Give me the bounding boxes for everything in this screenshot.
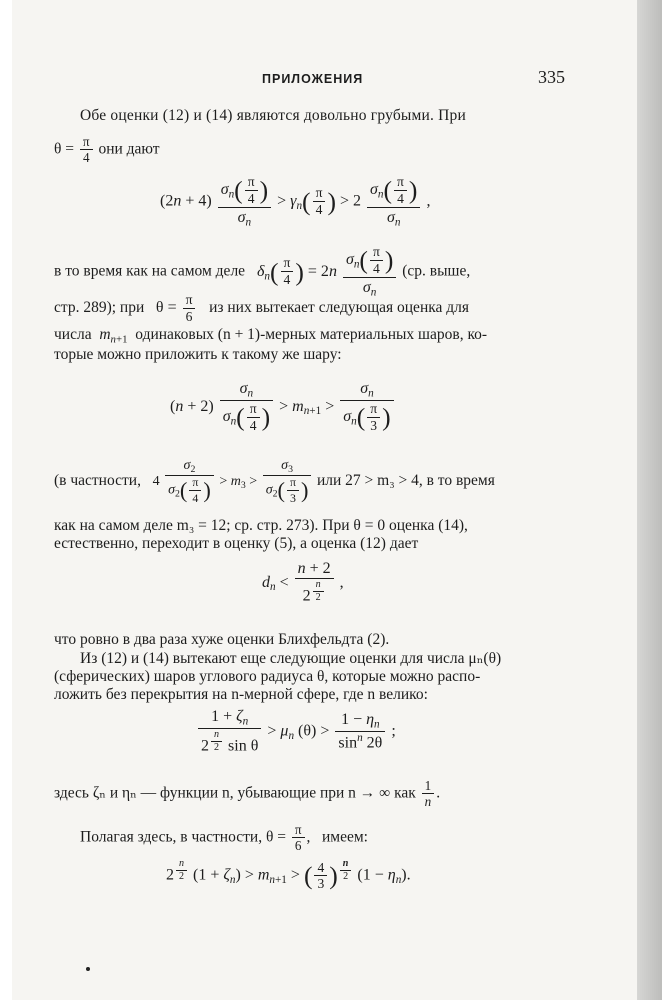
page-number: 335 [538, 67, 565, 87]
equation-2: (n + 2) $\sigma_n$ $\sigma_n$( $\frac{\pi}{4}$ ) > $m_{n+1}$ > $\sigma_n$ $\sigma_n$( $\frac{\pi}{3}$ ) [170, 380, 396, 434]
paragraph-line: как на самом деле m₃ = 12; ср. стр. 273). При θ = 0 оценка (14), [54, 517, 468, 534]
equation-1: (2n + 4) $\sigma_n$( $\frac{\pi}{4}$ ) $\sigma_n$ > $\gamma_n$( $\frac{\pi}{4}$ ) > 2 $\sigma_n$( $\frac{\pi}{4}$ ) $\sigma_n$ , [160, 174, 431, 229]
paragraph-line: здесь ζₙ и ηₙ — функции n, убывающие при n → ∞ как $\frac{1}{n}$ . [54, 778, 441, 810]
paragraph-line: в то время как на самом деле $\delta_n$( $\frac{\pi}{4}$ ) = 2n $\sigma_n$( $\frac{\pi}{4}$ ) $\sigma_n$ (ср. выше, [54, 244, 471, 299]
paragraph-line: торые можно приложить к такому же шару: [54, 346, 342, 363]
equation-5: 2 $^{\frac{n}{2}}$ $(1 + \zeta_n) > m_{n+1}$ > ( $\frac{4}{3}$ ) $^{\frac{n}{2}}$ $(1 - \eta_n)$. [166, 858, 411, 892]
paragraph-line: Из (12) и (14) вытекают еще следующие оценки для числа μₙ(θ) [80, 650, 502, 667]
paragraph-line: числа $m_{n+1}$ одинаковых (n + 1)-мерных материальных шаров, ко- [54, 326, 488, 346]
equation-3: $d_n$ < n + 2 2 $^{\frac{n}{2}}$ , [262, 560, 344, 606]
paragraph-line: θ = $\frac{\pi}{4}$ они дают [54, 134, 160, 166]
paragraph-line: (в частности, 4 $\sigma_2$ $\sigma_2$( $\frac{\pi}{4}$ ) > $m_3$ > $\sigma_3$ $\sigma_2$( $\frac{\pi}{3}$ ) или 27 > m₃ > 4, в то время [54, 458, 495, 505]
equation-4: $1 + \zeta_n$ 2 $^{\frac{n}{2}}$ sin θ > $\mu_n$ (θ) > $\frac{1 - \eta_n}{\sin^n 2\theta}$ ; [196, 708, 396, 756]
page-header-title: ПРИЛОЖЕНИЯ [262, 72, 364, 86]
book-spine [637, 0, 662, 1000]
paragraph-line: что ровно в два раза хуже оценки Блихфельдта (2). [54, 631, 390, 648]
paragraph-line: естественно, переходит в оценку (5), а оценка (12) дает [54, 535, 419, 552]
paragraph-line: Полагая здесь, в частности, θ = $\frac{\pi}{6}$ , имеем: [80, 822, 368, 854]
printing-speck [86, 967, 90, 971]
paragraph-line: Обе оценки (12) и (14) являются довольно грубыми. При [80, 107, 467, 124]
paragraph-line: (сферических) шаров углового радиуса θ, которые можно распо- [54, 668, 481, 685]
paragraph-line: стр. 289); при θ = $\frac{\pi}{6}$ из них вытекает следующая оценка для [54, 292, 470, 324]
paragraph-line: ложить без перекрытия на n-мерной сфере, где n велико: [54, 686, 428, 703]
